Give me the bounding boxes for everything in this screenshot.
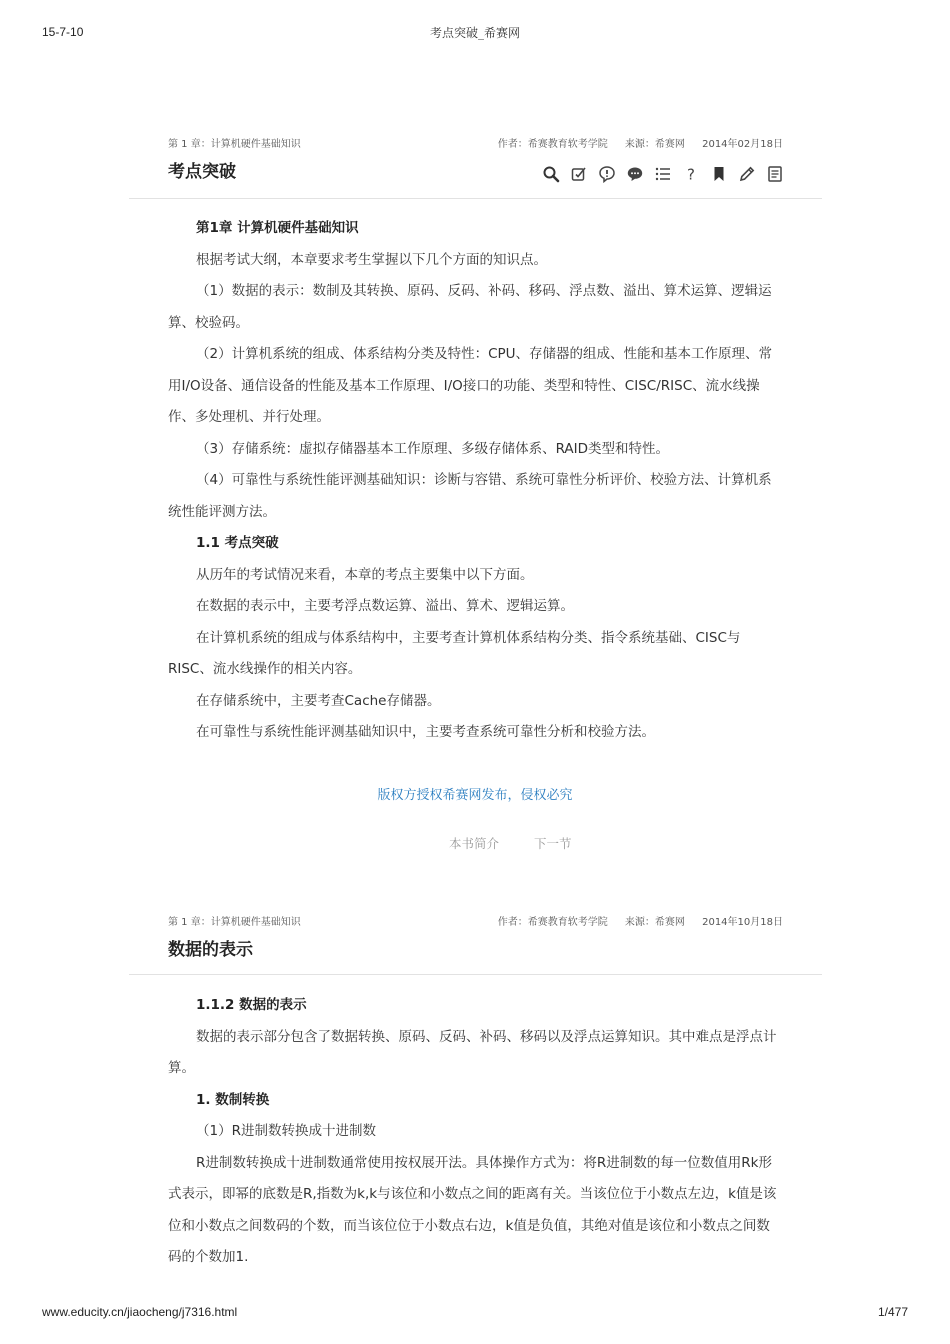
date-label: 2014年02月18日 (702, 139, 783, 150)
next-link[interactable]: 下一节 (534, 836, 572, 851)
date-label: 2014年10月18日 (702, 917, 783, 928)
section2-body (168, 990, 783, 1274)
print-url: www.educity.cn/jiaocheng/j7316.html (42, 1305, 238, 1319)
paragraph: 在数据的表示中，主要考浮点数运算、溢出、算术、逻辑运算。 (196, 598, 574, 614)
print-page-title: 考点突破_希赛网 (429, 26, 520, 40)
note-icon[interactable] (568, 163, 590, 185)
paragraph: （1）数据的表示：数制及其转换、原码、反码、补码、移码、浮点数、溢出、算术运算、逻辑运算、校验码。 (168, 283, 772, 331)
paragraph: 在计算机系统的组成与体系结构中，主要考查计算机体系结构分类、指令系统基础、CISC与RISC、流水线操作的相关内容。 (168, 629, 741, 677)
paragraph: （3）存储系统：虚拟存储器基本工作原理、多级存储体系、RAID类型和特性。 (196, 440, 670, 457)
paragraph: 在可靠性与系统性能评测基础知识中，主要考查系统可靠性分析和校验方法。 (196, 724, 655, 740)
prev-link[interactable]: 本书简介 (449, 836, 500, 851)
paragraph: （4）可靠性与系统性能评测基础知识：诊断与容错、系统可靠性分析评价、校验方法、计算机系统性能评测方法。 (168, 472, 772, 520)
paragraph: 从历年的考试情况来看，本章的考点主要集中以下方面。 (196, 566, 534, 583)
svg-text:?: ? (687, 165, 695, 183)
list-icon[interactable] (652, 163, 674, 185)
alert-icon[interactable] (596, 163, 618, 185)
chapter-heading: 第1章 计算机硬件基础知识 (196, 220, 359, 236)
subsection-heading: 1.1 考点突破 (196, 535, 279, 551)
help-icon[interactable] (680, 163, 702, 185)
comment-icon[interactable] (624, 163, 646, 185)
chapter-label: 第 1 章：计算机硬件基础知识 (168, 917, 301, 928)
section1-divider (129, 198, 822, 199)
subsection-heading: 1. 数制转换 (196, 1091, 270, 1108)
chapter-label: 第 1 章：计算机硬件基础知识 (168, 139, 301, 150)
section2-divider (129, 974, 822, 975)
print-page-number: 1/477 (877, 1305, 908, 1319)
section1-body (168, 213, 783, 749)
bookmark-icon[interactable] (708, 163, 730, 185)
paragraph: 在存储系统中，主要考查Cache存储器。 (196, 692, 441, 709)
section2-title: 数据的表示 (168, 940, 253, 960)
author-label: 作者：希赛教育软考学院 (497, 917, 608, 928)
article-toolbar (540, 163, 792, 185)
paragraph: R进制数转换成十进制数通常使用按权展开法。具体操作方式为：将R进制数的每一位数值用Rk形式表示，即幂的底数是R,指数为k,k与该位和小数点之间的距离有关。当该位位于小数点左边，k值是该位和小数点之间数码的个数，而当该位位于小数点右边，k值是负值，其绝对值是该位和小数点之间数码的个数加1. (168, 1154, 777, 1265)
paragraph: （2）计算机系统的组成、体系结构分类及特性：CPU、存储器的组成、性能和基本工作原理、常用I/O设备、通信设备的性能及基本工作原理、I/O接口的功能、类型和特性、CISC/RISC、流水线操作、多处理机、并行处理。 (168, 346, 773, 425)
paragraph: （1）R进制数转换成十进制数 (196, 1123, 376, 1139)
copyright-notice: 版权方授权希赛网发布，侵权必究 (377, 788, 573, 803)
search-icon[interactable] (540, 163, 562, 185)
pencil-icon[interactable] (736, 163, 758, 185)
paragraph: 根据考试大纲，本章要求考生掌握以下几个方面的知识点。 (196, 251, 547, 268)
subsection-heading: 1.1.2 数据的表示 (196, 997, 307, 1013)
section1-title: 考点突破 (168, 162, 236, 182)
document-icon[interactable] (764, 163, 786, 185)
source-label: 来源：希赛网 (624, 917, 685, 928)
paragraph: 数据的表示部分包含了数据转换、原码、反码、补码、移码以及浮点运算知识。其中难点是浮点计算。 (168, 1028, 777, 1076)
print-date: 15-7-10 (42, 25, 84, 39)
author-label: 作者：希赛教育软考学院 (497, 139, 608, 150)
source-label: 来源：希赛网 (624, 139, 685, 150)
